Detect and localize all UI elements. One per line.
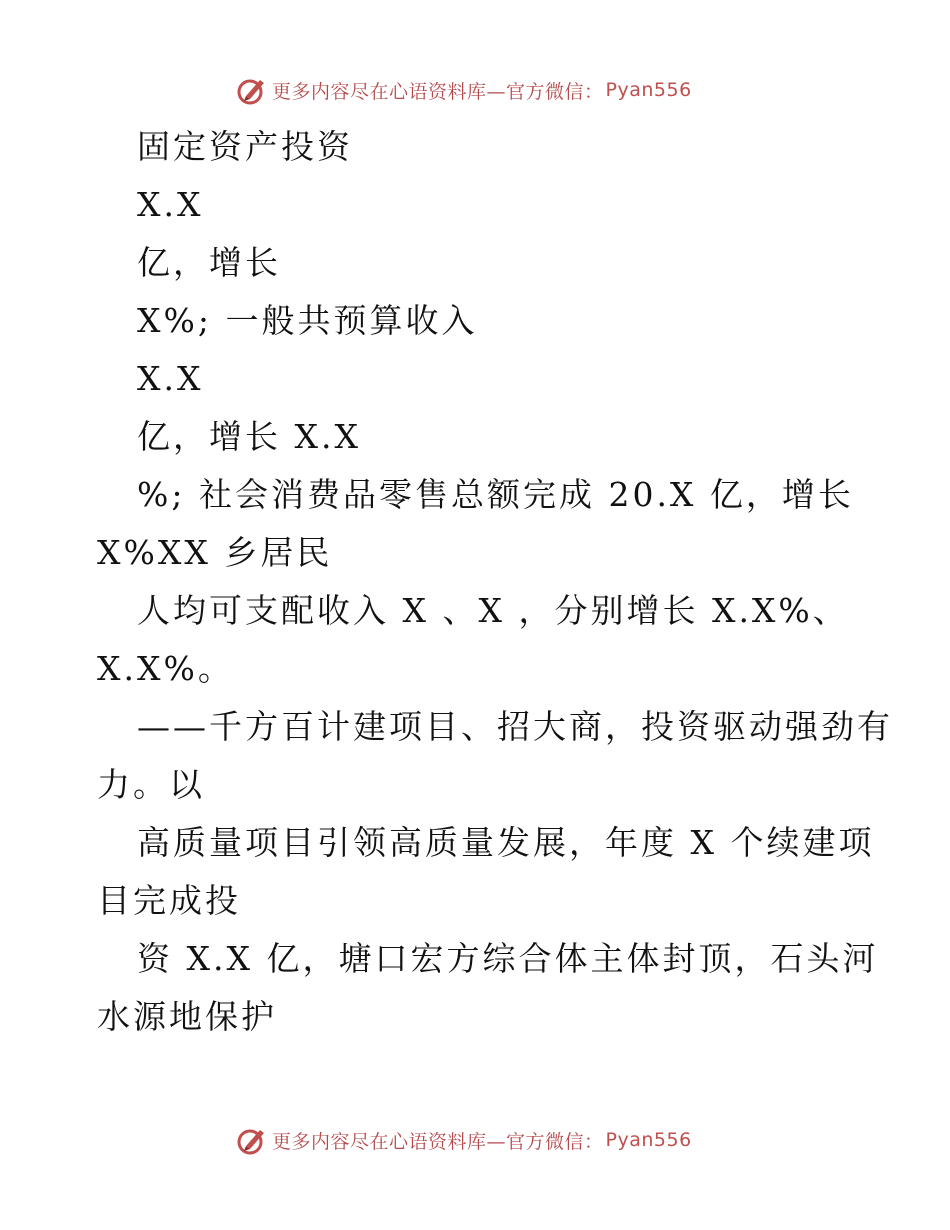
footer-wechat-id: Pyan556 bbox=[605, 1129, 692, 1151]
text-line: 目完成投 bbox=[97, 881, 241, 920]
text-line: 力。以 bbox=[97, 765, 205, 804]
text-line: X%; 一般共预算收入 bbox=[137, 301, 478, 340]
header-text: 更多内容尽在心语资料库—官方微信： bbox=[272, 80, 604, 103]
text-line: X.X bbox=[137, 359, 204, 398]
pen-logo-icon bbox=[236, 1124, 268, 1156]
header-wechat-id: Pyan556 bbox=[605, 79, 692, 101]
document-body bbox=[97, 118, 893, 1046]
text-line: X.X bbox=[137, 185, 204, 224]
text-line: 水源地保护 bbox=[97, 997, 277, 1036]
text-line: 高质量项目引领高质量发展，年度 X 个续建项 bbox=[137, 823, 875, 862]
footer-text: 更多内容尽在心语资料库—官方微信： bbox=[272, 1130, 604, 1153]
text-line: %; 社会消费品零售总额完成 20.X 亿，增长 bbox=[137, 475, 854, 514]
pen-logo-icon bbox=[236, 74, 268, 106]
text-line: 人均可支配收入 X 、X ，分别增长 X.X%、 bbox=[137, 591, 849, 630]
footer-banner bbox=[236, 1122, 692, 1158]
text-line: X.X%。 bbox=[97, 649, 234, 688]
text-line: X%XX 乡居民 bbox=[97, 533, 333, 572]
text-line: 亿，增长 X.X bbox=[137, 417, 361, 456]
text-line: ——千方百计建项目、招大商，投资驱动强劲有 bbox=[137, 707, 893, 746]
text-line: 亿，增长 bbox=[137, 243, 281, 282]
text-line: 资 X.X 亿，塘口宏方综合体主体封顶，石头河 bbox=[137, 939, 879, 978]
header-banner bbox=[236, 72, 692, 108]
text-line: 固定资产投资 bbox=[137, 127, 353, 166]
